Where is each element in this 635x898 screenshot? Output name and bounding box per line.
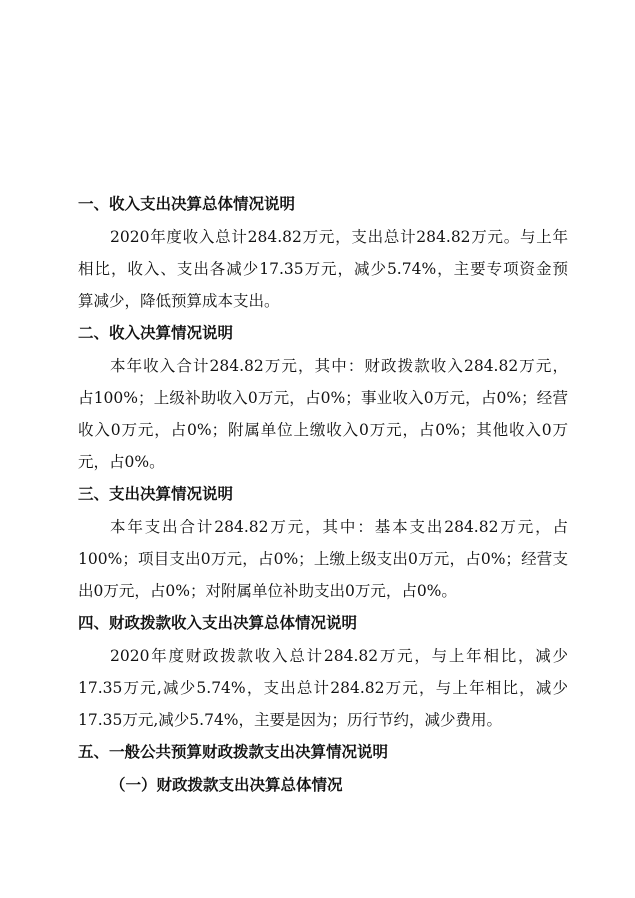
section-2-line-2: 占100%；上级补助收入0万元，占0%；事业收入0万元，占0%；经营 [78, 389, 568, 407]
section-4-line-1: 2020年度财政拨款收入总计284.82万元，与上年相比，减少 [110, 647, 568, 665]
section-1-line-2: 相比，收入、支出各减少17.35万元，减少5.74%，主要专项资金预 [78, 260, 568, 278]
section-4-line-2: 17.35万元,减少5.74%，支出总计284.82万元，与上年相比，减少 [78, 679, 568, 697]
section-5-subheading: （一）财政拨款支出决算总体情况 [110, 776, 343, 794]
section-3-line-2: 100%；项目支出0万元，占0%；上缴上级支出0万元，占0%；经营支 [78, 550, 568, 568]
section-4-line-3: 17.35万元,减少5.74%，主要是因为；历行节约，减少费用。 [78, 711, 503, 729]
section-2-line-1: 本年收入合计284.82万元，其中：财政拨款收入284.82万元， [110, 357, 568, 375]
section-3-line-1: 本年支出合计284.82万元，其中：基本支出284.82万元，占 [110, 518, 568, 536]
section-2-line-4: 元，占0%。 [78, 453, 165, 471]
section-2-heading: 二、收入决算情况说明 [78, 324, 234, 342]
section-2-line-3: 收入0万元，占0%；附属单位上缴收入0万元，占0%；其他收入0万 [78, 421, 568, 439]
section-5-heading: 五、一般公共预算财政拨款支出决算情况说明 [78, 743, 389, 761]
section-4-heading: 四、财政拨款收入支出决算总体情况说明 [78, 614, 358, 632]
section-1-line-3: 算减少，降低预算成本支出。 [78, 292, 280, 310]
section-1-line-1: 2020年度收入总计284.82万元，支出总计284.82万元。与上年 [110, 228, 568, 246]
section-1-heading: 一、收入支出决算总体情况说明 [78, 195, 296, 213]
section-3-line-3: 出0万元，占0%；对附属单位补助支出0万元，占0%。 [78, 582, 457, 600]
section-3-heading: 三、支出决算情况说明 [78, 485, 234, 503]
